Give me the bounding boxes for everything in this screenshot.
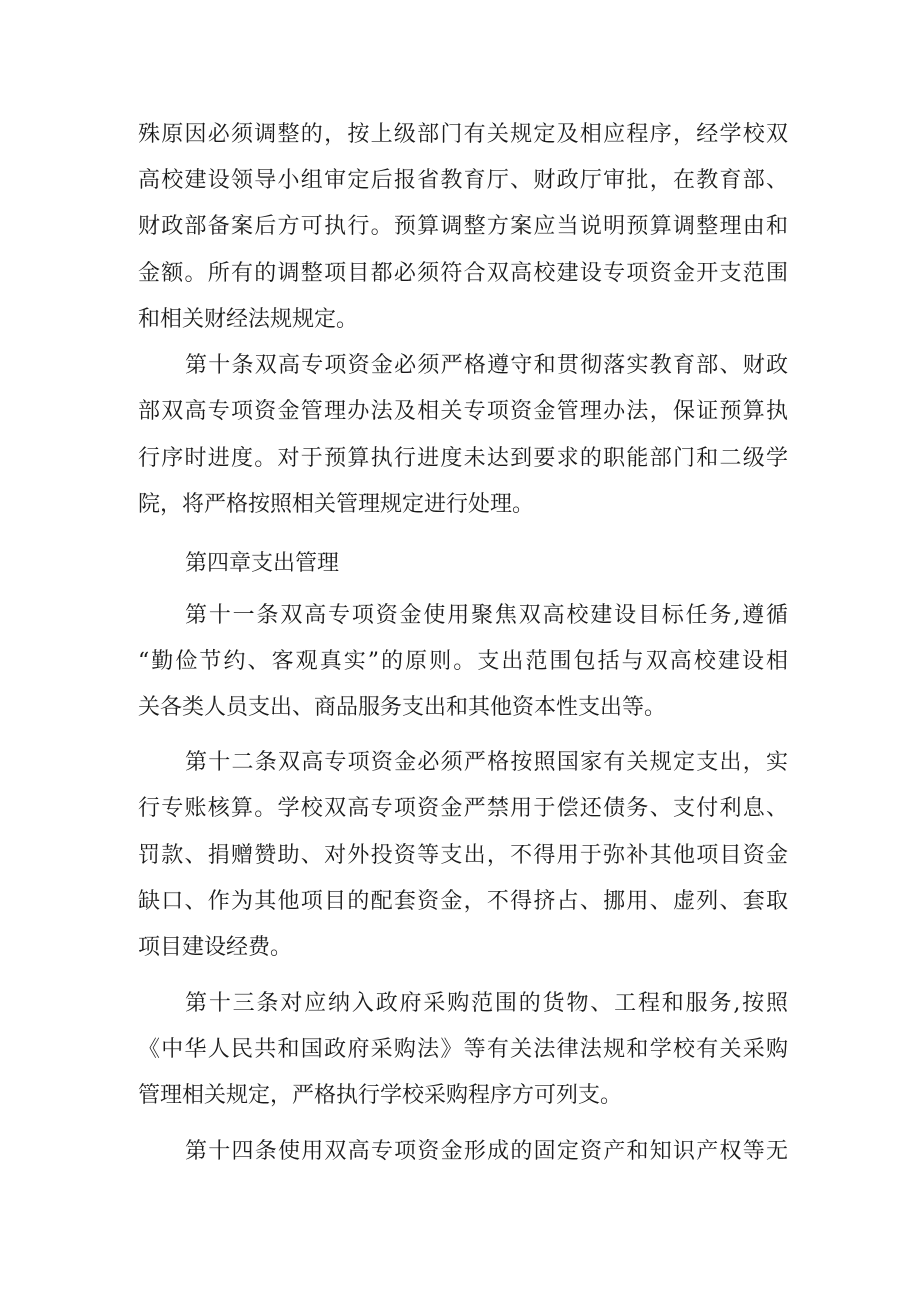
- text-line: 第十三条对应纳入政府采购范围的货物、工程和服务,按照: [185, 991, 788, 1016]
- text-line: 和相关财经法规规定。: [138, 307, 359, 332]
- text-line: 罚款、捐赠赞助、对外投资等支出，不得用于弥补其他项目资金: [138, 843, 788, 868]
- text-line: 第十二条双高专项资金必须严格按照国家有关规定支出，实: [185, 750, 788, 775]
- text-line: 金额。所有的调整项目都必须符合双高校建设专项资金开支范围: [138, 261, 788, 286]
- text-line: 《中华人民共和国政府采购法》等有关法律法规和学校有关采购: [138, 1037, 788, 1062]
- text-line: 财政部备案后方可执行。预算调整方案应当说明预算调整理由和: [138, 214, 788, 239]
- text-line: 第十一条双高专项资金使用聚焦双高校建设目标任务,遵循: [185, 603, 788, 628]
- text-line: 第十四条使用双高专项资金形成的固定资产和知识产权等无: [185, 1139, 788, 1164]
- text-line: 关各类人员支出、商品服务支出和其他资本性支出等。: [138, 695, 667, 720]
- text-line: 高校建设领导小组审定后报省教育厅、财政厅审批，在教育部、: [138, 168, 788, 193]
- text-line: 项目建设经费。: [138, 935, 293, 960]
- chapter-heading: 第四章支出管理: [185, 551, 340, 576]
- text-line: 管理相关规定，严格执行学校采购程序方可列支。: [138, 1083, 623, 1108]
- text-line: 院，将严格按照相关管理规定进行处理。: [138, 492, 535, 517]
- text-line: 缺口、作为其他项目的配套资金，不得挤占、挪用、虚列、套取: [138, 889, 788, 914]
- text-line: “勤俭节约、客观真实”的原则。支出范围包括与双高校建设相: [138, 649, 788, 674]
- text-line: 第十条双高专项资金必须严格遵守和贯彻落实教育部、财政: [185, 353, 788, 378]
- text-line: 部双高专项资金管理办法及相关专项资金管理办法，保证预算执: [138, 399, 788, 424]
- text-line: 行专账核算。学校双高专项资金严禁用于偿还债务、支付利息、: [138, 796, 788, 821]
- text-line: 行序时进度。对于预算执行进度未达到要求的职能部门和二级学: [138, 446, 788, 471]
- text-line: 殊原因必须调整的，按上级部门有关规定及相应程序，经学校双: [138, 122, 788, 147]
